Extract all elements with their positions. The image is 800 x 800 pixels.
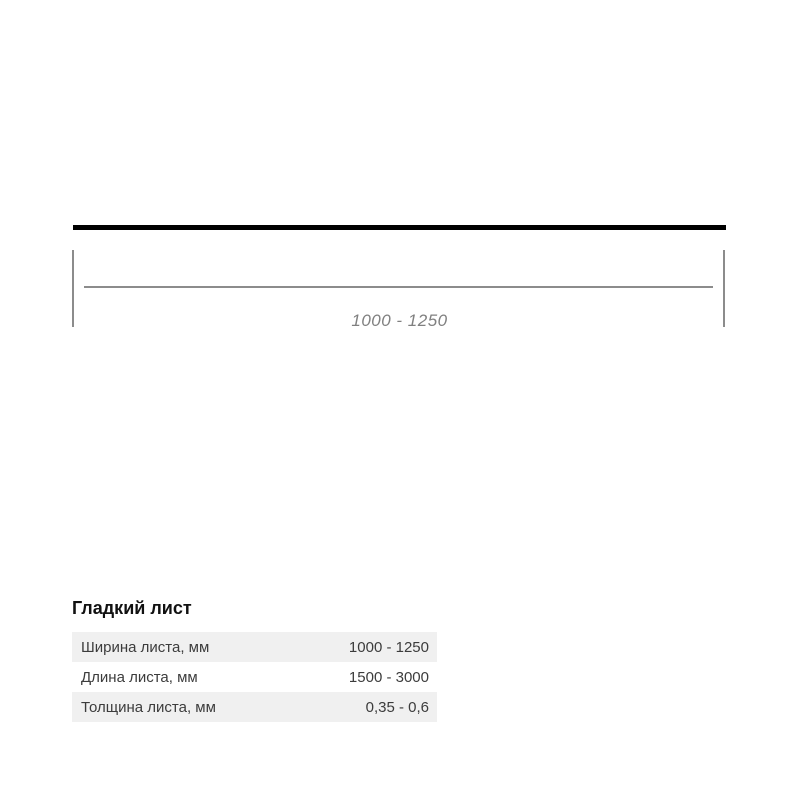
sheet-profile-line [73,225,726,230]
spec-label: Длина листа, мм [81,668,198,686]
spec-label: Ширина листа, мм [81,638,210,656]
spec-label: Толщина листа, мм [81,698,216,716]
table-row [72,632,437,662]
dimension-line [84,286,713,288]
table-row [72,692,437,722]
table-row [72,662,437,692]
dimension-label: 1000 - 1250 [351,311,448,330]
spec-value: 1000 - 1250 [348,638,429,656]
product-title: Гладкий лист [72,598,192,618]
spec-value: 0,35 - 0,6 [365,698,429,716]
specs-table [72,632,437,722]
spec-value: 1500 - 3000 [348,668,429,686]
